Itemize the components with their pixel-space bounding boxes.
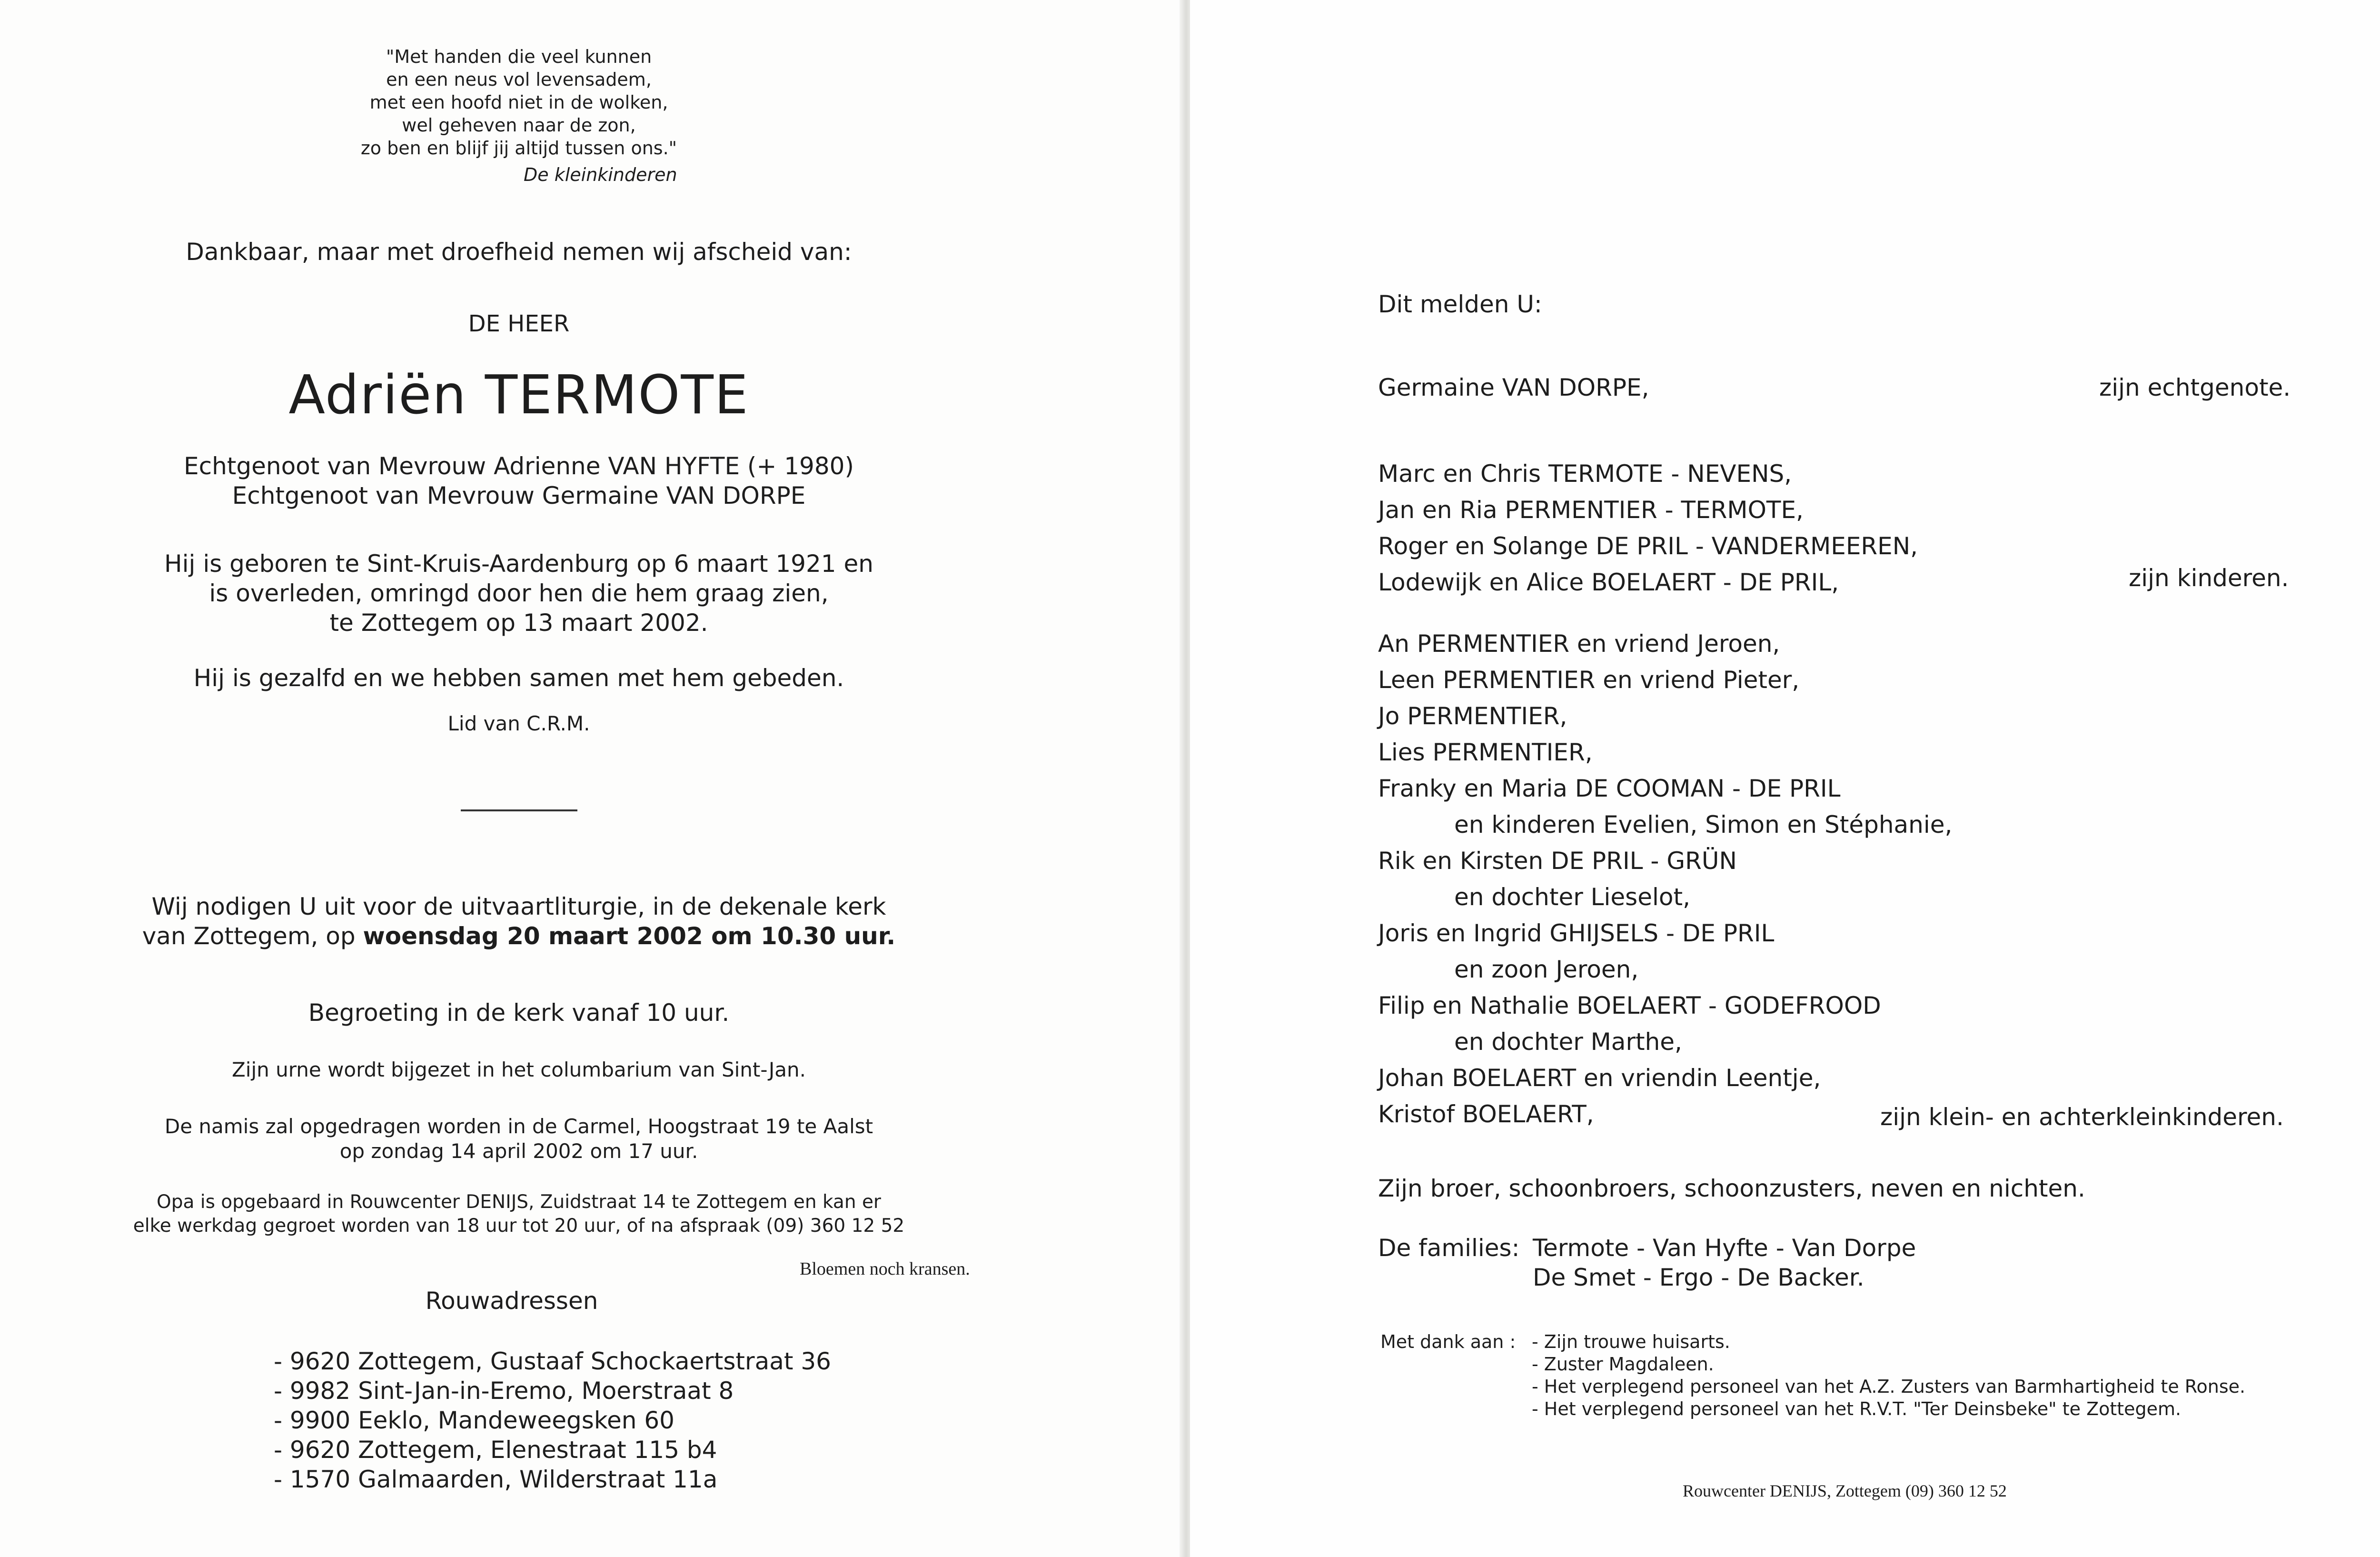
greeting-text: Begroeting in de kerk vanaf 10 uur. [308, 999, 730, 1027]
birth-death-line: te Zottegem op 13 maart 2002. [329, 609, 708, 637]
address-item: - 9982 Sint-Jan-in-Eremo, Moerstraat 8 [274, 1377, 734, 1405]
grandchild-item: Lies PERMENTIER, [1378, 739, 1593, 766]
grandchild-item: Leen PERMENTIER en vriend Pieter, [1378, 666, 1800, 694]
grandchildren-role: zijn klein- en achterkleinkinderen. [1880, 1103, 2284, 1131]
invitation-line-2 [95, 922, 942, 950]
title-prefix: DE HEER [468, 310, 570, 337]
address-item: - 9900 Eeklo, Mandeweegsken 60 [274, 1407, 674, 1434]
addresses-list [274, 1347, 831, 1494]
poem-line: wel geheven naar de zon, [402, 115, 636, 136]
mass-line: De namis zal opgedragen worden in de Carmel, Hoogstraat 19 te Aalst [164, 1115, 873, 1138]
child-item: Lodewijk en Alice BOELAERT - DE PRIL, [1378, 569, 1839, 596]
spouse-role: zijn echtgenote. [2099, 374, 2291, 401]
mass-text [95, 1114, 942, 1164]
thanks-label: Met dank aan : [1380, 1331, 1516, 1352]
thanks-item: - Zijn trouwe huisarts. [1532, 1331, 1730, 1352]
grandchild-item: en dochter Lieselot, [1454, 883, 1690, 911]
no-flowers-text: Bloemen noch kransen. [800, 1259, 970, 1279]
poem-line: "Met handen die veel kunnen [386, 46, 652, 67]
laid-out-line: Opa is opgebaard in Rouwcenter DENIJS, Zuidstraat 14 te Zottegem en kan er [157, 1191, 881, 1213]
spouse-line-2: Echtgenoot van Mevrouw Germaine VAN DORPE [232, 482, 806, 509]
poem-line: met een hoofd niet in de wolken, [369, 92, 668, 113]
child-item: Jan en Ria PERMENTIER - TERMOTE, [1378, 496, 1804, 524]
grandchild-item: Joris en Ingrid GHIJSELS - DE PRIL [1378, 919, 1775, 947]
children-role: zijn kinderen. [2129, 564, 2289, 592]
poem-line: en een neus vol levensadem, [386, 69, 652, 90]
birth-death-line: is overleden, omringd door hen die hem graag zien, [209, 579, 829, 607]
mass-line: op zondag 14 april 2002 om 17 uur. [339, 1139, 698, 1163]
grandchild-item: Jo PERMENTIER, [1378, 702, 1567, 730]
families-line-1: Termote - Van Hyfte - Van Dorpe [1533, 1234, 1916, 1262]
grandchild-item: Kristof BOELAERT, [1378, 1100, 1594, 1128]
thanks-item: - Zuster Magdaleen. [1532, 1354, 1714, 1375]
child-item: Marc en Chris TERMOTE - NEVENS, [1378, 460, 1792, 488]
grandchild-item: en zoon Jeroen, [1454, 956, 1639, 983]
spouse-line-1: Echtgenoot van Mevrouw Adrienne VAN HYFTE (+ 1980) [184, 452, 854, 480]
grandchild-item: An PERMENTIER en vriend Jeroen, [1378, 630, 1780, 658]
families-line-2: De Smet - Ergo - De Backer. [1533, 1264, 1864, 1291]
address-item: - 9620 Zottegem, Elenestraat 115 b4 [274, 1436, 717, 1464]
laid-out-line: elke werkdag gegroet worden van 18 uur tot 20 uur, of na afspraak (09) 360 12 52 [133, 1215, 905, 1237]
poem [333, 45, 704, 160]
grandchild-item: Franky en Maria DE COOMAN - DE PRIL [1378, 775, 1841, 802]
birth-death-text [95, 549, 942, 638]
member-text: Lid van C.R.M. [447, 712, 590, 735]
footer-text: Rouwcenter DENIJS, Zottegem (09) 360 12 52 [1683, 1481, 2007, 1500]
invitation-plain: van Zottegem, op [142, 922, 363, 950]
address-item: - 1570 Galmaarden, Wilderstraat 11a [274, 1466, 718, 1493]
invitation-line-1: Wij nodigen U uit voor de uitvaartliturgie, in de dekenale kerk [151, 893, 886, 920]
thanks-item: - Het verplegend personeel van het A.Z. Zusters van Barmhartigheid te Ronse. [1532, 1376, 2246, 1397]
thanks-item: - Het verplegend personeel van het R.V.T. "Ter Deinsbeke" te Zottegem. [1532, 1398, 2182, 1419]
deceased-name: Adriën TERMOTE [288, 364, 749, 426]
anointed-text: Hij is gezalfd en we hebben samen met hem gebeden. [193, 664, 844, 692]
laid-out-text [95, 1190, 942, 1238]
poem-signature: De kleinkinderen [524, 164, 677, 185]
grandchild-item: Rik en Kirsten DE PRIL - GRÜN [1378, 847, 1737, 875]
siblings-text: Zijn broer, schoonbroers, schoonzusters, neven en nichten. [1378, 1175, 2085, 1202]
invitation-date: woensdag 20 maart 2002 om 10.30 uur. [363, 922, 896, 950]
intro-text: Dankbaar, maar met droefheid nemen wij afscheid van: [186, 238, 852, 266]
birth-death-line: Hij is geboren te Sint-Kruis-Aardenburg op 6 maart 1921 en [164, 550, 873, 578]
families-label: De families: [1378, 1234, 1520, 1262]
urn-text: Zijn urne wordt bijgezet in het columbarium van Sint-Jan. [232, 1058, 806, 1081]
addresses-title: Rouwadressen [425, 1287, 598, 1315]
left-page [0, 0, 1185, 1557]
children-list [1378, 456, 1918, 600]
spouse-name: Germaine VAN DORPE, [1378, 374, 1649, 401]
grandchild-item: Johan BOELAERT en vriendin Leentje, [1378, 1064, 1821, 1092]
divider [461, 809, 577, 811]
grandchild-item: Filip en Nathalie BOELAERT - GODEFROOD [1378, 992, 1881, 1019]
child-item: Roger en Solange DE PRIL - VANDERMEEREN, [1378, 532, 1918, 560]
thanks-list [1532, 1331, 2245, 1420]
grandchild-item: en kinderen Evelien, Simon en Stéphanie, [1454, 811, 1953, 838]
poem-line: zo ben en blijf jij altijd tussen ons." [360, 138, 677, 159]
address-item: - 9620 Zottegem, Gustaaf Schockaertstraat 36 [274, 1347, 831, 1375]
grandchild-item: en dochter Marthe, [1454, 1028, 1682, 1056]
announce-text: Dit melden U: [1378, 290, 1542, 318]
